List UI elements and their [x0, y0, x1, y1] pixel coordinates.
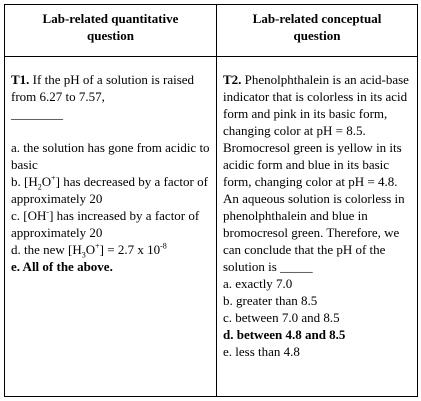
body-row — [5, 57, 418, 397]
question-t2-option-a: a. exactly 7.0 — [223, 276, 293, 291]
header-quantitative-line1: Lab-related quantitative — [42, 11, 179, 26]
question-t2-id: T2. — [223, 72, 242, 87]
question-t1-option-c: c. [OH-] has increased by a factor of approximately 20 — [11, 207, 200, 240]
question-t2-text: Phenolphthalein is an acid-base indicator that is colorless in its acid form and pink in its basic form, changing color at pH = 8.5. Bromocresol green is yellow in its acidic form and blue in its basic form, changing color at pH = 4.8. An aqueous solution is colorless in phenolphthalein and blue in bromocresol green. Therefore, we can conclude that the pH of the solution is — [223, 72, 409, 274]
header-conceptual — [217, 5, 418, 57]
question-t1-stem — [11, 71, 210, 122]
question-t1-spacer — [11, 122, 210, 139]
question-t2-option-b: b. greater than 8.5 — [223, 293, 318, 308]
header-conceptual-line1: Lab-related conceptual — [252, 11, 382, 26]
header-row — [5, 5, 418, 57]
question-t1-id: T1. — [11, 72, 30, 87]
question-t2-option-d: d. between 4.8 and 8.5 — [223, 327, 346, 342]
question-t1-blank: ________ — [11, 106, 63, 121]
question-t1-option-d: d. the new $[H_3O^+] = 2.7$ x $10^{-8}$ — [11, 241, 167, 260]
question-t1-cell — [5, 57, 217, 397]
question-t2-cell — [217, 57, 418, 397]
question-t1-option-b: b. $[H_2O^+]$ has decreased by a factor of approximately 20 — [11, 173, 208, 206]
question-t1-option-a: a. the solution has gone from acidic to basic — [11, 140, 210, 172]
question-t2-blank: _____ — [280, 259, 313, 274]
question-t2-option-c: c. between 7.0 and 8.5 — [223, 310, 340, 325]
header-conceptual-line2: question — [293, 28, 341, 43]
question-table — [4, 4, 418, 397]
question-t2-option-e: e. less than 4.8 — [223, 344, 300, 359]
question-t2-stem — [223, 71, 411, 275]
header-quantitative — [5, 5, 217, 57]
question-t1-text: If the pH of a solution is raised from 6.27 to 7.57, — [11, 72, 195, 104]
header-quantitative-line2: question — [87, 28, 134, 43]
question-t1-option-e: e. All of the above. — [11, 259, 113, 274]
